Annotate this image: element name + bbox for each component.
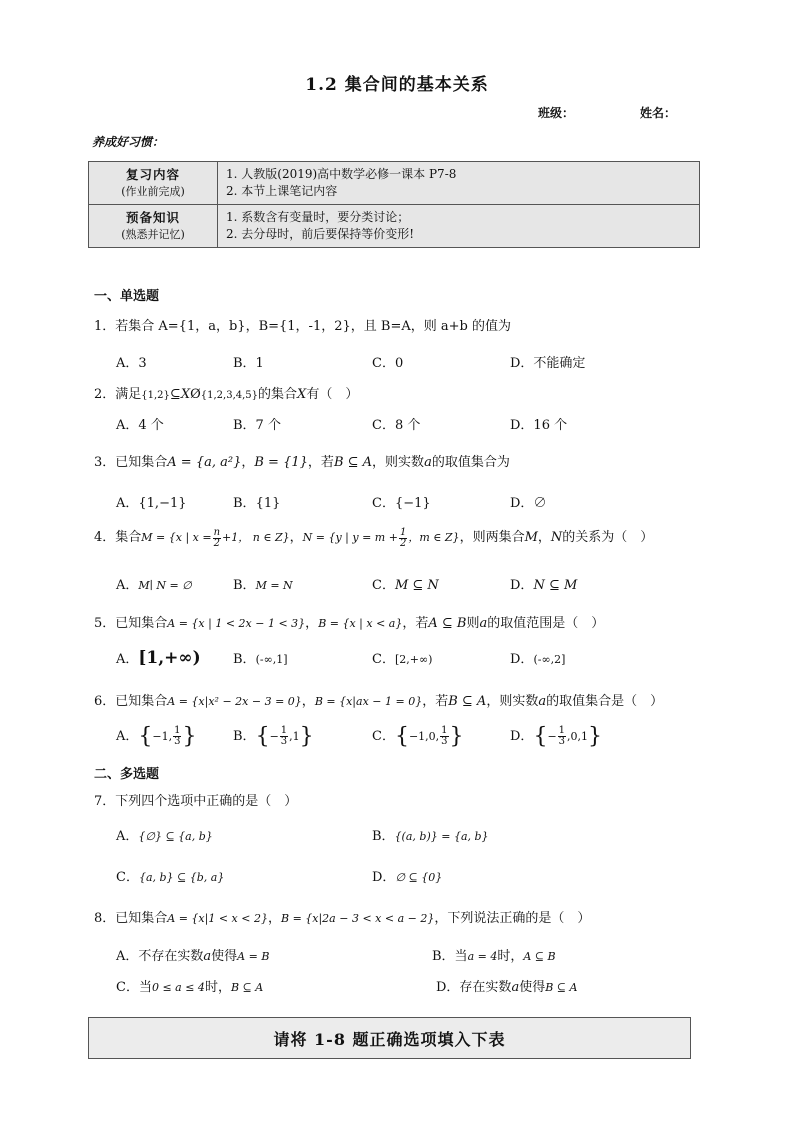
q6-option-b: B．{− $\frac{1}{3}$ ,1} bbox=[233, 724, 314, 749]
prep-line-2: 2. 去分母时，前后要保持等价变形! bbox=[226, 227, 415, 241]
q4-option-d: D．N ⊆ M bbox=[510, 578, 578, 593]
q1-option-b: B．1 bbox=[233, 356, 264, 371]
question-7: 7．下列四个选项中正确的是（ ） bbox=[94, 794, 298, 809]
page-title: 1.2 集合间的基本关系 bbox=[305, 75, 489, 95]
question-8: 8．已知集合A = {x|1 < x < 2}，B = {x|2a − 3 < x < a − 2}，下列说法正确的是（ ） bbox=[94, 911, 591, 926]
info-row-review bbox=[89, 162, 700, 205]
q5-option-d: D．(-∞,2] bbox=[510, 652, 566, 667]
q8-option-a: A．不存在实数a使得A = B bbox=[116, 949, 270, 964]
q6-option-d: D．{− $\frac{1}{3}$ ,0,1} bbox=[510, 724, 603, 749]
prep-line-1: 1. 系数含有变量时，要分类讨论； bbox=[226, 210, 410, 224]
q7-option-c: C．{a, b} ⊆ {b, a} bbox=[116, 870, 225, 885]
review-line-1: 1. 人教版(2019)高中数学必修一课本 P7-8 bbox=[226, 167, 457, 181]
q2-option-b: B．7 个 bbox=[233, 418, 281, 433]
q2-option-a: A．4 个 bbox=[116, 418, 164, 433]
q4-option-c: C．M ⊆ N bbox=[372, 578, 439, 593]
question-5: 5．已知集合A = {x | 1 < 2x − 1 < 3}，B = {x | x < a}，若A ⊆ B则a的取值范围是（ ） bbox=[94, 616, 605, 631]
name-label: 姓名： bbox=[640, 106, 677, 120]
q6-option-c: C．{−1,0, $\frac{1}{3}$ } bbox=[372, 724, 464, 749]
q3-option-b: B．{1} bbox=[233, 496, 281, 511]
question-1: 1．若集合 A={1，a，b}，B={1，-1，2}，且 B=A，则 a+b 的值为 bbox=[94, 319, 511, 334]
answer-table-header: 请将 1-8 题正确选项填入下表 bbox=[88, 1017, 691, 1059]
q6-option-a: A．{−1, $\frac{1}{3}$ } bbox=[116, 724, 197, 749]
review-sub: (作业前完成) bbox=[121, 185, 185, 198]
q3-option-d: D．∅ bbox=[510, 496, 547, 511]
q7-option-d: D．∅ ⊆ {0} bbox=[372, 870, 443, 885]
q8-option-b: B．当a = 4时，A ⊆ B bbox=[432, 949, 556, 964]
q1-option-a: A．3 bbox=[116, 356, 147, 371]
review-line-2: 2. 本节上课笔记内容 bbox=[226, 184, 338, 198]
q1-option-d: D．不能确定 bbox=[510, 356, 586, 371]
prep-sub: (熟悉并记忆) bbox=[121, 228, 185, 241]
q8-option-d: D．存在实数a使得B ⊆ A bbox=[436, 980, 578, 995]
q8-option-c: C．当0 ≤ a ≤ 4时，B ⊆ A bbox=[116, 980, 264, 995]
question-4: 4．集合M = {x | x = $\frac{n}{2}$ +1， n ∈ Z}，N = {y | y = m + $\frac{1}{2}$ ，m ∈ Z}，则两集合M，N的关系为（ ） bbox=[94, 526, 654, 549]
q5-option-a: A．[1,+∞) bbox=[116, 648, 201, 668]
section-multiple-choice: 二、多选题 bbox=[94, 767, 160, 782]
question-2: 2．满足{1,2}⊆XØ{1,2,3,4,5}的集合X有（ ） bbox=[94, 387, 359, 402]
question-6: 6．已知集合A = {x|x² − 2x − 3 = 0}，B = {x|ax − 1 = 0}，若B ⊆ A，则实数a的取值集合是（ ） bbox=[94, 694, 664, 709]
q3-option-a: A．{1,−1} bbox=[116, 496, 187, 511]
q2-option-c: C．8 个 bbox=[372, 418, 421, 433]
q5-option-b: B．(-∞,1] bbox=[233, 652, 288, 667]
q1-option-c: C．0 bbox=[372, 356, 404, 371]
q4-option-a: A．M∣ N = ∅ bbox=[116, 578, 192, 593]
question-3: 3．已知集合A = {a, a²}，B = {1}，若B ⊆ A，则实数a的取值集合为 bbox=[94, 455, 510, 470]
q2-option-d: D．16 个 bbox=[510, 418, 568, 433]
info-table bbox=[88, 161, 700, 248]
prep-label: 预备知识 bbox=[125, 210, 180, 225]
q4-option-b: B．M = N bbox=[233, 578, 293, 593]
section-single-choice: 一、单选题 bbox=[94, 289, 160, 304]
info-row-prep bbox=[89, 205, 700, 248]
q7-option-b: B．{(a, b)} = {a, b} bbox=[372, 829, 489, 844]
class-label: 班级： bbox=[538, 106, 575, 120]
q5-option-c: C．[2,+∞) bbox=[372, 652, 433, 667]
q3-option-c: C．{−1} bbox=[372, 496, 431, 511]
q7-option-a: A．{∅} ⊆ {a, b} bbox=[116, 829, 213, 844]
review-label: 复习内容 bbox=[125, 167, 180, 182]
habit-label: 养成好习惯： bbox=[92, 135, 165, 149]
